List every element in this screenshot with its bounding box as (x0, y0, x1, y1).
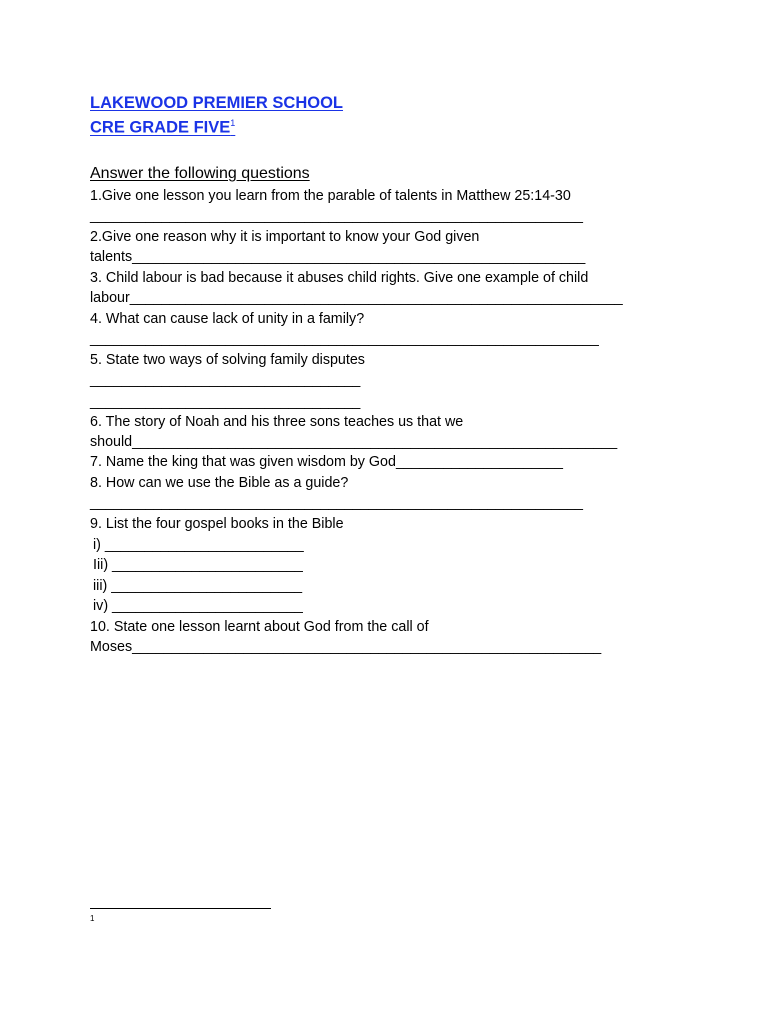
q9-answer-iv: iv) ________________________ (93, 598, 303, 614)
q5-text: 5. State two ways of solving family disputes (90, 352, 365, 368)
q9-text: 9. List the four gospel books in the Bible (90, 516, 344, 532)
footnote-reference: 1 (230, 118, 236, 128)
q9-answer-iii: iii) ________________________ (93, 578, 303, 594)
q6-text: 6. The story of Noah and his three sons teaches us that we (90, 414, 464, 430)
q5-answer-line-1: __________________________________ (90, 372, 361, 388)
q5-answer-line-2: __________________________________ (90, 394, 361, 410)
instructions-heading: Answer the following questions (90, 165, 310, 182)
q3-text: 3. Child labour is bad because it abuses child rights. Give one example of child (90, 270, 589, 286)
q7-text: 7. Name the king that was given wisdom by God_____________________ (90, 454, 563, 470)
q6-answer-line: should_____________________________________________________________ (90, 434, 618, 450)
q4-text: 4. What can cause lack of unity in a family? (90, 311, 365, 327)
q10-text: 10. State one lesson learnt about God from the call of (90, 619, 429, 635)
q4-answer-line: ________________________________________________________________ (90, 331, 599, 347)
q3-answer-line: labour______________________________________________________________ (90, 290, 623, 306)
q1-answer-line: ______________________________________________________________ (90, 208, 583, 224)
footnote-divider (90, 908, 271, 909)
subject-title (90, 118, 235, 138)
q8-text: 8. How can we use the Bible as a guide? (90, 475, 349, 491)
subject-title-text: CRE GRADE FIVE (90, 118, 231, 137)
q9-answer-ii: Iii) ________________________ (93, 557, 303, 573)
q9-answer-i: i) _________________________ (93, 537, 304, 553)
q10-answer-line: Moses___________________________________________________________ (90, 639, 602, 655)
q2-text: 2.Give one reason why it is important to know your God given (90, 229, 480, 245)
q2-answer-line: talents_________________________________________________________ (90, 249, 586, 265)
q1-text: 1.Give one lesson you learn from the parable of talents in Matthew 25:14-30 (90, 188, 571, 204)
footnote-mark: 1 (90, 914, 95, 923)
q8-answer-line: ______________________________________________________________ (90, 495, 583, 511)
school-name: LAKEWOOD PREMIER SCHOOL (90, 94, 344, 112)
